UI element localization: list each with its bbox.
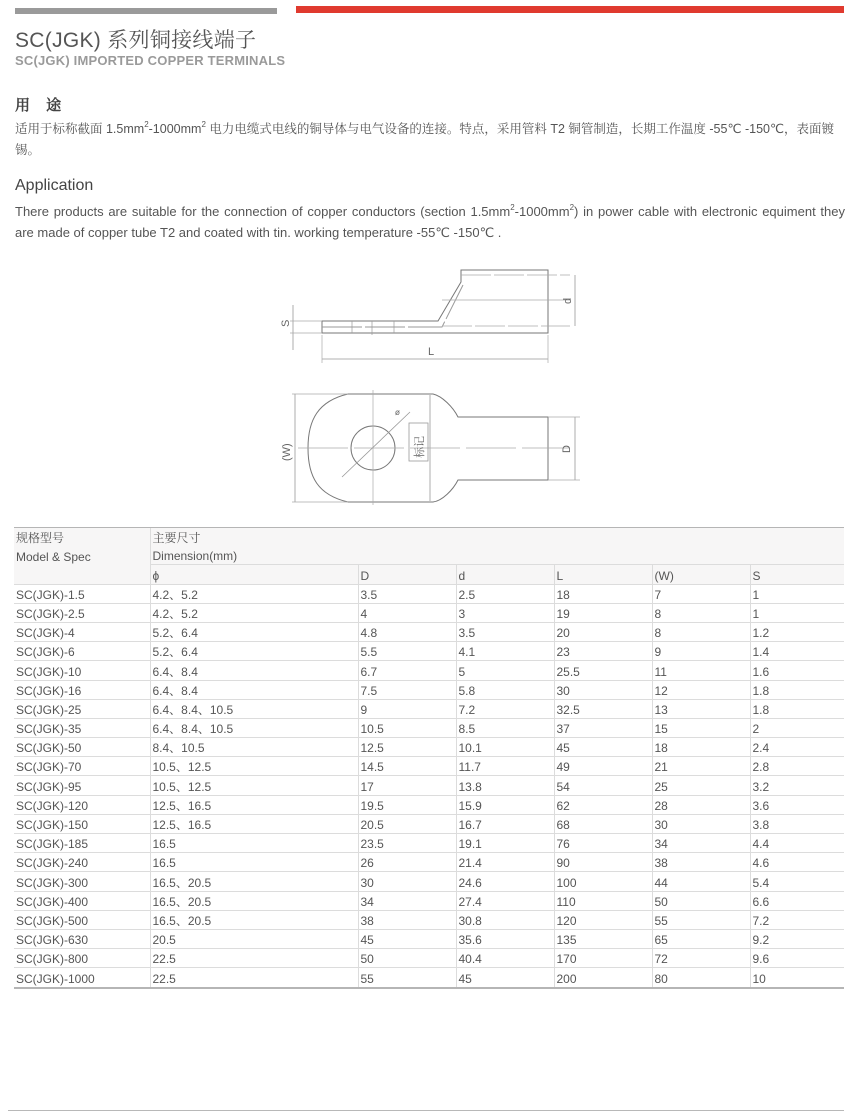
application-heading: Application <box>15 177 94 194</box>
application-text-1: There products are suitable for the connection of copper conductors (section 1.5mm <box>15 204 511 219</box>
table-row <box>14 910 844 929</box>
cell-l: 100 <box>554 872 652 891</box>
application-sup-2: 2 <box>569 203 575 212</box>
usage-text-2: -1000mm <box>148 122 202 136</box>
cell-w: 72 <box>652 949 750 968</box>
table-row <box>14 968 844 988</box>
cell-w: 55 <box>652 910 750 929</box>
cell-l: 62 <box>554 795 652 814</box>
cell-d: 3.5 <box>358 584 456 603</box>
cell-d: 45 <box>456 968 554 988</box>
table-row <box>14 757 844 776</box>
cell-phi: 12.5、16.5 <box>150 795 358 814</box>
usage-heading: 用 途 <box>15 97 68 114</box>
cell-w: 25 <box>652 776 750 795</box>
cell-d: 3.5 <box>456 622 554 641</box>
cell-l: 20 <box>554 622 652 641</box>
cell-s: 4.6 <box>750 853 844 872</box>
cell-phi: 16.5、20.5 <box>150 910 358 929</box>
cell-d: 23.5 <box>358 834 456 853</box>
usage-text-1: 适用于标称截面 1.5mm <box>15 122 145 136</box>
cell-s: 7.2 <box>750 910 844 929</box>
cell-l: 170 <box>554 949 652 968</box>
cell-model: SC(JGK)-35 <box>14 718 150 737</box>
cell-s: 1.4 <box>750 642 844 661</box>
cell-s: 2.4 <box>750 738 844 757</box>
label-d: d <box>562 297 574 304</box>
cell-d: 5.8 <box>456 680 554 699</box>
usage-text <box>15 114 845 161</box>
cell-model: SC(JGK)-240 <box>14 853 150 872</box>
header-bar-red <box>296 6 844 13</box>
cell-w: 11 <box>652 661 750 680</box>
cell-d: 6.7 <box>358 661 456 680</box>
cell-w: 80 <box>652 968 750 988</box>
label-l: L <box>428 346 435 358</box>
table-row <box>14 776 844 795</box>
cell-phi: 16.5 <box>150 834 358 853</box>
col-D: D <box>358 565 456 584</box>
table-row <box>14 738 844 757</box>
cell-model: SC(JGK)-70 <box>14 757 150 776</box>
cell-phi: 6.4、8.4、10.5 <box>150 699 358 718</box>
cell-model: SC(JGK)-300 <box>14 872 150 891</box>
cell-s: 3.6 <box>750 795 844 814</box>
header-model-en: Model & Spec <box>14 546 150 565</box>
cell-model: SC(JGK)-10 <box>14 661 150 680</box>
header-model-cn: 规格型号 <box>14 528 150 547</box>
cell-phi: 5.2、6.4 <box>150 622 358 641</box>
cell-l: 120 <box>554 910 652 929</box>
cell-s: 1.8 <box>750 680 844 699</box>
table-row <box>14 622 844 641</box>
cell-d: 12.5 <box>358 738 456 757</box>
cell-model: SC(JGK)-500 <box>14 910 150 929</box>
cell-phi: 10.5、12.5 <box>150 776 358 795</box>
cell-phi: 4.2、5.2 <box>150 603 358 622</box>
table-row <box>14 584 844 603</box>
cell-s: 1.2 <box>750 622 844 641</box>
cell-s: 6.6 <box>750 891 844 910</box>
cell-d: 5.5 <box>358 642 456 661</box>
cell-w: 34 <box>652 834 750 853</box>
cell-d: 21.4 <box>456 853 554 872</box>
cell-phi: 12.5、16.5 <box>150 814 358 833</box>
header-bar-gray <box>15 8 277 14</box>
header-dim-cn: 主要尺寸 <box>150 528 844 547</box>
table-row <box>14 680 844 699</box>
cell-phi: 20.5 <box>150 929 358 948</box>
cell-d: 26 <box>358 853 456 872</box>
cell-d: 8.5 <box>456 718 554 737</box>
header-empty <box>14 565 150 584</box>
cell-d: 11.7 <box>456 757 554 776</box>
cell-w: 8 <box>652 603 750 622</box>
usage-sup-2: 2 <box>201 120 206 129</box>
cell-d: 4.8 <box>358 622 456 641</box>
table-row <box>14 718 844 737</box>
cell-w: 50 <box>652 891 750 910</box>
cell-d: 30 <box>358 872 456 891</box>
cell-w: 38 <box>652 853 750 872</box>
spec-table-body <box>14 584 844 987</box>
table-row <box>14 834 844 853</box>
cell-s: 1 <box>750 584 844 603</box>
cell-w: 18 <box>652 738 750 757</box>
cell-d: 30.8 <box>456 910 554 929</box>
cell-model: SC(JGK)-185 <box>14 834 150 853</box>
cell-phi: 5.2、6.4 <box>150 642 358 661</box>
cell-l: 32.5 <box>554 699 652 718</box>
cell-w: 28 <box>652 795 750 814</box>
cell-d: 10.5 <box>358 718 456 737</box>
application-text-2: -1000mm <box>514 204 570 219</box>
cell-d: 19.1 <box>456 834 554 853</box>
cell-model: SC(JGK)-1.5 <box>14 584 150 603</box>
cell-d: 16.7 <box>456 814 554 833</box>
cell-s: 9.2 <box>750 929 844 948</box>
cell-model: SC(JGK)-1000 <box>14 968 150 988</box>
cell-s: 1.6 <box>750 661 844 680</box>
cell-w: 8 <box>652 622 750 641</box>
cell-l: 76 <box>554 834 652 853</box>
cell-d: 2.5 <box>456 584 554 603</box>
cell-d: 40.4 <box>456 949 554 968</box>
cell-model: SC(JGK)-6 <box>14 642 150 661</box>
cell-d: 17 <box>358 776 456 795</box>
label-w: (W) <box>281 443 293 461</box>
label-D: D <box>561 445 573 453</box>
cell-w: 30 <box>652 814 750 833</box>
cell-d: 10.1 <box>456 738 554 757</box>
usage-text-3: 电力电缆式电线的铜导体与电气设备的连接。特点，采用管料 T2 铜管制造，长期工作温度 -55℃ -150℃，表面镀锡。 <box>15 122 835 157</box>
cell-s: 1.8 <box>750 699 844 718</box>
cell-s: 4.4 <box>750 834 844 853</box>
cell-l: 90 <box>554 853 652 872</box>
phi-dim-line <box>342 412 410 477</box>
cell-model: SC(JGK)-150 <box>14 814 150 833</box>
cell-w: 7 <box>652 584 750 603</box>
cell-model: SC(JGK)-16 <box>14 680 150 699</box>
cell-model: SC(JGK)-95 <box>14 776 150 795</box>
cell-l: 68 <box>554 814 652 833</box>
cell-l: 45 <box>554 738 652 757</box>
col-d: d <box>456 565 554 584</box>
table-row <box>14 642 844 661</box>
cell-d: 13.8 <box>456 776 554 795</box>
cell-s: 5.4 <box>750 872 844 891</box>
cell-l: 135 <box>554 929 652 948</box>
cell-d: 27.4 <box>456 891 554 910</box>
cell-phi: 22.5 <box>150 968 358 988</box>
cell-d: 7.2 <box>456 699 554 718</box>
cell-model: SC(JGK)-25 <box>14 699 150 718</box>
table-row <box>14 661 844 680</box>
cell-w: 21 <box>652 757 750 776</box>
cell-d: 24.6 <box>456 872 554 891</box>
cell-model: SC(JGK)-4 <box>14 622 150 641</box>
col-phi: ϕ <box>150 565 358 584</box>
cell-l: 110 <box>554 891 652 910</box>
header-dim-en: Dimension(mm) <box>150 546 844 565</box>
label-phi: ø <box>395 408 400 417</box>
cell-d: 35.6 <box>456 929 554 948</box>
cell-phi: 16.5、20.5 <box>150 872 358 891</box>
spec-table <box>14 527 844 989</box>
cell-s: 3.8 <box>750 814 844 833</box>
cell-s: 2 <box>750 718 844 737</box>
cell-l: 49 <box>554 757 652 776</box>
side-view-outline <box>322 270 548 333</box>
cell-phi: 8.4、10.5 <box>150 738 358 757</box>
table-row <box>14 699 844 718</box>
cell-w: 65 <box>652 929 750 948</box>
cell-phi: 6.4、8.4 <box>150 680 358 699</box>
cell-d: 3 <box>456 603 554 622</box>
cell-l: 37 <box>554 718 652 737</box>
table-row <box>14 929 844 948</box>
table-row <box>14 853 844 872</box>
cell-l: 54 <box>554 776 652 795</box>
cell-d: 5 <box>456 661 554 680</box>
cell-d: 50 <box>358 949 456 968</box>
cell-s: 9.6 <box>750 949 844 968</box>
cell-l: 23 <box>554 642 652 661</box>
cell-phi: 16.5、20.5 <box>150 891 358 910</box>
top-view <box>292 390 580 505</box>
cell-l: 30 <box>554 680 652 699</box>
cell-d: 55 <box>358 968 456 988</box>
cell-d: 15.9 <box>456 795 554 814</box>
cell-d: 9 <box>358 699 456 718</box>
cell-s: 3.2 <box>750 776 844 795</box>
cell-s: 10 <box>750 968 844 988</box>
footer-divider <box>8 1110 844 1111</box>
cell-phi: 6.4、8.4、10.5 <box>150 718 358 737</box>
application-text-3: ) in power cable with electronic equiment they are made of copper tube T2 and coated with tin. working temperature -55℃ -150℃ . <box>15 204 846 240</box>
cell-model: SC(JGK)-50 <box>14 738 150 757</box>
cell-model: SC(JGK)-400 <box>14 891 150 910</box>
cell-d: 20.5 <box>358 814 456 833</box>
page-title-en: SC(JGK) IMPORTED COPPER TERMINALS <box>15 53 286 68</box>
cell-l: 200 <box>554 968 652 988</box>
col-L: L <box>554 565 652 584</box>
table-row <box>14 814 844 833</box>
application-sup-1: 2 <box>510 203 515 212</box>
terminal-diagram <box>270 255 590 510</box>
cell-w: 44 <box>652 872 750 891</box>
cell-d: 14.5 <box>358 757 456 776</box>
table-row <box>14 603 844 622</box>
application-text <box>15 197 845 243</box>
cell-model: SC(JGK)-800 <box>14 949 150 968</box>
cell-l: 19 <box>554 603 652 622</box>
cell-d: 19.5 <box>358 795 456 814</box>
cell-w: 12 <box>652 680 750 699</box>
cell-model: SC(JGK)-2.5 <box>14 603 150 622</box>
table-row <box>14 891 844 910</box>
label-s: S <box>280 319 292 327</box>
cell-model: SC(JGK)-630 <box>14 929 150 948</box>
cell-s: 1 <box>750 603 844 622</box>
cell-phi: 4.2、5.2 <box>150 584 358 603</box>
cell-phi: 10.5、12.5 <box>150 757 358 776</box>
table-row <box>14 872 844 891</box>
cell-w: 15 <box>652 718 750 737</box>
usage-sup-1: 2 <box>144 120 149 129</box>
cell-d: 45 <box>358 929 456 948</box>
cell-phi: 22.5 <box>150 949 358 968</box>
cell-w: 13 <box>652 699 750 718</box>
cell-model: SC(JGK)-120 <box>14 795 150 814</box>
cell-l: 18 <box>554 584 652 603</box>
cell-d: 4 <box>358 603 456 622</box>
cell-phi: 16.5 <box>150 853 358 872</box>
cell-l: 25.5 <box>554 661 652 680</box>
cell-phi: 6.4、8.4 <box>150 661 358 680</box>
label-mark: 标记 <box>413 436 426 458</box>
cell-w: 9 <box>652 642 750 661</box>
table-row <box>14 949 844 968</box>
cell-d: 7.5 <box>358 680 456 699</box>
table-row <box>14 795 844 814</box>
cell-d: 34 <box>358 891 456 910</box>
cell-s: 2.8 <box>750 757 844 776</box>
page-title-cn: SC(JGK) 系列铜接线端子 <box>15 29 257 52</box>
cell-d: 4.1 <box>456 642 554 661</box>
cell-d: 38 <box>358 910 456 929</box>
col-S: S <box>750 565 844 584</box>
col-W: (W) <box>652 565 750 584</box>
